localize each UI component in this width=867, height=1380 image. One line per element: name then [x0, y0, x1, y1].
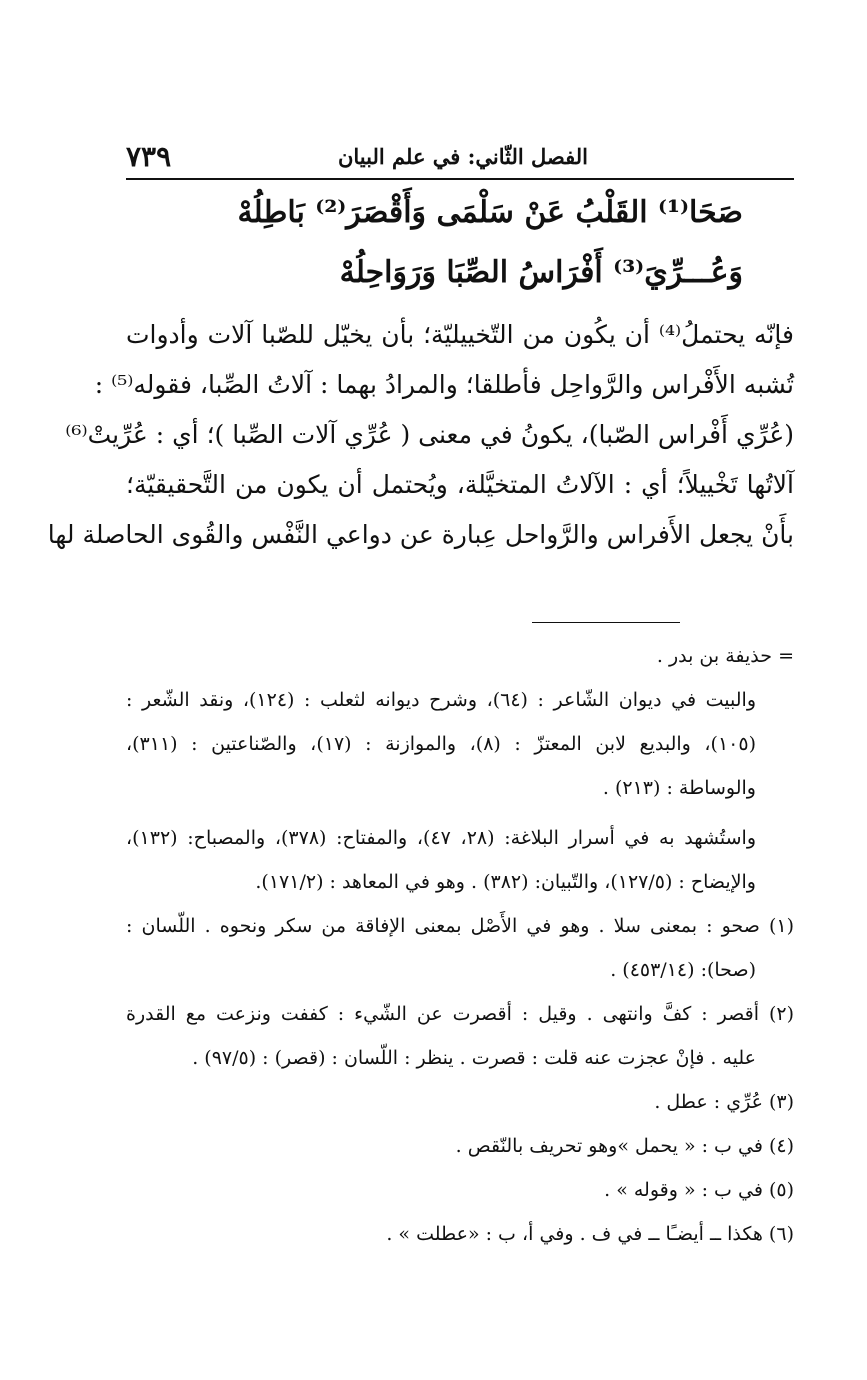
page-number: ٧٣٩	[126, 140, 172, 173]
main-text-line: تُشبه الأَفْراس والرَّواحِل فأطلقا؛ والمرادُ بهما : آلاتُ الصِّبا، فقوله⁽⁵⁾ :	[94, 370, 794, 399]
footnote-2-cont: عليه . فإنْ عجزت عنه قلت : قصرت . ينظر : اللّسان : (قصر) : (٩٧/٥) .	[192, 1047, 756, 1069]
footnote-1: (١) صحو : بمعنى سلا . وهو في الأَصْل بمعنى الإفاقة من سكر ونحوه . اللّسان :	[126, 915, 794, 937]
verse-line-2: وَعُـــرِّيَ⁽³⁾ أَفْرَاسُ الصِّبَا وَرَوَاحِلُهْ	[339, 255, 743, 290]
footnote-4: (٤) في ب : « يحمل »وهو تحريف بالنّقص .	[455, 1135, 794, 1157]
footnote-1-cont: (صحا): (٤٥٣/١٤) .	[610, 959, 756, 981]
footnote-5: (٥) في ب : « وقوله » .	[604, 1179, 794, 1201]
running-header	[126, 140, 794, 180]
footnote-line: والوساطة : (٢١٣) .	[602, 777, 756, 799]
footnote-line: والإيضاح : (١٢٧/٥)، والتّبيان: (٣٨٢) . وهو في المعاهد : (١٧١/٢).	[255, 871, 756, 893]
main-text	[47, 310, 794, 560]
footnote-line: واستُشهد به في أسرار البلاغة: (٢٨، ٤٧)، والمفتاح: (٣٧٨)، والمصباح: (١٣٢)،	[126, 827, 757, 849]
verse-line-1: صَحَا⁽¹⁾ القَلْبُ عَنْ سَلْمَى وَأَقْصَرَ⁽²⁾ بَاطِلُهْ	[237, 195, 743, 230]
chapter-title: الفصل الثّاني: في علم البيان	[337, 144, 588, 169]
footnote-line: (١٠٥)، والبديع لابن المعتزّ : (٨)، والموازنة : (١٧)، والصّناعتين : (٣١١)،	[126, 733, 756, 755]
footnote-2: (٢) أقصر : كفَّ وانتهى . وقيل : أقصرت عن الشّيء : كففت ونزعت مع القدرة	[126, 1003, 794, 1025]
header-rule	[126, 178, 794, 180]
main-text-line: آلاتُها تَخْييلاً؛ أي : الآلاتُ المتخيَّلة، ويُحتمل أن يكون من التَّحقيقيّة؛	[126, 470, 794, 499]
footnotes	[126, 634, 794, 1256]
footnote-6: (٦) هكذا ــ أيضـًا ــ في ف . وفي أ، ب : «عطلت » .	[386, 1223, 794, 1245]
footnote-line: والبيت في ديوان الشّاعر : (٦٤)، وشرح ديوانه لثعلب : (١٢٤)، ونقد الشّعر :	[126, 689, 756, 711]
main-text-line: فإنّه يحتملُ⁽⁴⁾ أن يكُون من التّخييليّة؛ بأن يخيّل للصّبا آلات وأدوات	[126, 320, 794, 349]
footnote-continuation: = حذيفة بن بدر .	[656, 645, 794, 667]
footnote-separator	[532, 622, 680, 623]
main-text-line: بأَنْ يجعل الأَفراس والرَّواحل عِبارة عن دواعي النَّفْس والقُوى الحاصلة لها	[47, 520, 794, 549]
main-text-line: (عُرِّي أَفْراس الصّبا)، يكونُ في معنى ( عُرِّي آلات الصِّبا )؛ أي : عُرِّيتْ⁽⁶⁾	[65, 420, 794, 449]
footnote-3: (٣) عُرِّي : عطل .	[654, 1091, 794, 1113]
